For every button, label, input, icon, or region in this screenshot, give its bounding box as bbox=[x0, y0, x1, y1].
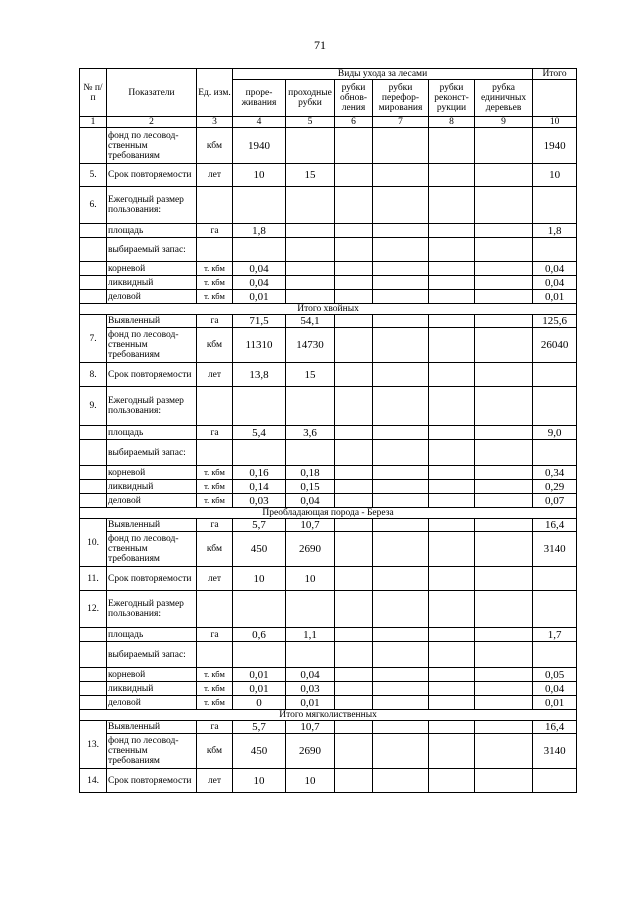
col-number: 6 bbox=[335, 117, 373, 128]
row-label: ликвидный bbox=[107, 276, 197, 290]
value-cell: 3,6 bbox=[286, 426, 335, 440]
value-cell: 0,04 bbox=[286, 668, 335, 682]
total-cell: 125,6 bbox=[533, 315, 577, 328]
table-row bbox=[80, 387, 577, 426]
value-cell bbox=[475, 290, 533, 304]
value-cell bbox=[429, 734, 475, 769]
total-cell: 0,04 bbox=[533, 262, 577, 276]
value-cell bbox=[429, 628, 475, 642]
table-row bbox=[80, 128, 577, 164]
row-unit: т. кбм bbox=[197, 494, 233, 508]
row-label: корневой bbox=[107, 668, 197, 682]
value-cell: 0,16 bbox=[233, 466, 286, 480]
col-number: 4 bbox=[233, 117, 286, 128]
value-cell bbox=[286, 276, 335, 290]
header-care-type: проре-живания bbox=[233, 80, 286, 117]
value-cell bbox=[335, 363, 373, 387]
value-cell bbox=[429, 480, 475, 494]
table-row bbox=[80, 532, 577, 567]
value-cell bbox=[335, 734, 373, 769]
total-cell: 0,34 bbox=[533, 466, 577, 480]
value-cell: 11310 bbox=[233, 328, 286, 363]
table-row bbox=[80, 591, 577, 628]
value-cell bbox=[373, 769, 429, 793]
row-label: Срок повторяемости bbox=[107, 164, 197, 187]
total-cell: 9,0 bbox=[533, 426, 577, 440]
table-row bbox=[80, 567, 577, 591]
col-number: 7 bbox=[373, 117, 429, 128]
row-label: Выявленный bbox=[107, 519, 197, 532]
row-label: фонд по лесоводственным требованиям bbox=[107, 328, 197, 363]
table-row bbox=[80, 668, 577, 682]
row-number: 6. bbox=[80, 187, 107, 224]
value-cell bbox=[373, 668, 429, 682]
row-unit: т. кбм bbox=[197, 262, 233, 276]
value-cell: 5,7 bbox=[233, 721, 286, 734]
value-cell bbox=[475, 519, 533, 532]
section-title: Итого мягколиственных bbox=[80, 710, 577, 721]
col-number: 5 bbox=[286, 117, 335, 128]
value-cell bbox=[429, 315, 475, 328]
value-cell bbox=[475, 682, 533, 696]
value-cell bbox=[429, 262, 475, 276]
row-label: Выявленный bbox=[107, 721, 197, 734]
table-row bbox=[80, 682, 577, 696]
value-cell bbox=[429, 567, 475, 591]
col-number: 8 bbox=[429, 117, 475, 128]
value-cell: 15 bbox=[286, 164, 335, 187]
row-unit: кбм bbox=[197, 532, 233, 567]
value-cell bbox=[475, 628, 533, 642]
value-cell bbox=[373, 734, 429, 769]
value-cell: 5,7 bbox=[233, 519, 286, 532]
header-care-types-group: Виды ухода за лесами bbox=[233, 69, 533, 80]
value-cell bbox=[373, 426, 429, 440]
value-cell bbox=[475, 328, 533, 363]
value-cell bbox=[475, 426, 533, 440]
value-cell bbox=[429, 668, 475, 682]
page-number: 71 bbox=[314, 38, 326, 52]
table-row bbox=[80, 238, 577, 262]
total-cell: 0,01 bbox=[533, 696, 577, 710]
section-row bbox=[80, 710, 577, 721]
table-row bbox=[80, 262, 577, 276]
value-cell: 0 bbox=[233, 696, 286, 710]
row-label: Срок повторяемости bbox=[107, 769, 197, 793]
row-label: деловой bbox=[107, 494, 197, 508]
table-row bbox=[80, 696, 577, 710]
value-cell: 71,5 bbox=[233, 315, 286, 328]
table-row bbox=[80, 164, 577, 187]
row-unit: га bbox=[197, 721, 233, 734]
total-cell: 26040 bbox=[533, 328, 577, 363]
value-cell bbox=[335, 466, 373, 480]
value-cell: 0,04 bbox=[233, 262, 286, 276]
row-unit: лет bbox=[197, 363, 233, 387]
total-cell: 16,4 bbox=[533, 519, 577, 532]
total-cell: 1940 bbox=[533, 128, 577, 164]
row-unit: т. кбм bbox=[197, 668, 233, 682]
row-unit: т. кбм bbox=[197, 290, 233, 304]
value-cell bbox=[335, 128, 373, 164]
value-cell bbox=[475, 276, 533, 290]
value-cell: 10 bbox=[286, 567, 335, 591]
value-cell bbox=[475, 734, 533, 769]
table-row bbox=[80, 494, 577, 508]
row-unit: кбм bbox=[197, 734, 233, 769]
value-cell: 0,01 bbox=[233, 290, 286, 304]
value-cell bbox=[475, 128, 533, 164]
col-number: 2 bbox=[107, 117, 197, 128]
total-cell bbox=[533, 567, 577, 591]
value-cell bbox=[335, 682, 373, 696]
row-number: 8. bbox=[80, 363, 107, 387]
column-number-row bbox=[80, 117, 577, 128]
value-cell: 10 bbox=[233, 769, 286, 793]
col-number: 9 bbox=[475, 117, 533, 128]
value-cell bbox=[429, 164, 475, 187]
value-cell: 1,1 bbox=[286, 628, 335, 642]
header-unit: Ед. изм. bbox=[197, 69, 233, 117]
value-cell bbox=[429, 721, 475, 734]
table-row bbox=[80, 276, 577, 290]
total-cell: 0,05 bbox=[533, 668, 577, 682]
value-cell bbox=[429, 769, 475, 793]
row-unit: га bbox=[197, 315, 233, 328]
value-cell bbox=[335, 721, 373, 734]
row-label: корневой bbox=[107, 466, 197, 480]
value-cell bbox=[373, 494, 429, 508]
row-label: выбираемый запас: bbox=[107, 238, 197, 262]
value-cell bbox=[475, 769, 533, 793]
value-cell bbox=[286, 290, 335, 304]
value-cell bbox=[373, 290, 429, 304]
value-cell bbox=[475, 315, 533, 328]
header-row-1 bbox=[80, 69, 577, 80]
value-cell bbox=[335, 769, 373, 793]
table-row bbox=[80, 224, 577, 238]
row-unit: т. кбм bbox=[197, 682, 233, 696]
value-cell bbox=[335, 290, 373, 304]
table-row bbox=[80, 315, 577, 328]
row-unit: т. кбм bbox=[197, 696, 233, 710]
value-cell: 0,01 bbox=[286, 696, 335, 710]
value-cell bbox=[335, 262, 373, 276]
table-row bbox=[80, 466, 577, 480]
value-cell: 0,03 bbox=[286, 682, 335, 696]
row-unit: кбм bbox=[197, 328, 233, 363]
table-row bbox=[80, 187, 577, 224]
value-cell bbox=[475, 466, 533, 480]
section-title: Итого хвойных bbox=[80, 304, 577, 315]
value-cell bbox=[429, 363, 475, 387]
table-row bbox=[80, 440, 577, 466]
value-cell bbox=[335, 164, 373, 187]
value-cell: 0,18 bbox=[286, 466, 335, 480]
row-label: площадь bbox=[107, 426, 197, 440]
value-cell: 10,7 bbox=[286, 721, 335, 734]
value-cell bbox=[335, 315, 373, 328]
value-cell bbox=[335, 696, 373, 710]
col-number: 3 bbox=[197, 117, 233, 128]
table-row bbox=[80, 769, 577, 793]
value-cell bbox=[335, 494, 373, 508]
value-cell bbox=[373, 128, 429, 164]
row-label: площадь bbox=[107, 628, 197, 642]
table-row bbox=[80, 290, 577, 304]
value-cell bbox=[286, 128, 335, 164]
value-cell: 10 bbox=[233, 164, 286, 187]
total-cell: 1,8 bbox=[533, 224, 577, 238]
total-cell: 0,04 bbox=[533, 682, 577, 696]
value-cell: 15 bbox=[286, 363, 335, 387]
total-cell: 0,29 bbox=[533, 480, 577, 494]
value-cell: 0,04 bbox=[233, 276, 286, 290]
value-cell bbox=[373, 276, 429, 290]
table-row bbox=[80, 628, 577, 642]
value-cell bbox=[373, 532, 429, 567]
row-label: корневой bbox=[107, 262, 197, 276]
value-cell bbox=[373, 328, 429, 363]
value-cell bbox=[335, 567, 373, 591]
value-cell bbox=[475, 262, 533, 276]
value-cell bbox=[475, 721, 533, 734]
total-cell: 0,04 bbox=[533, 276, 577, 290]
row-number: 9. bbox=[80, 387, 107, 426]
header-total-empty bbox=[533, 80, 577, 117]
value-cell bbox=[373, 262, 429, 276]
row-label: выбираемый запас: bbox=[107, 440, 197, 466]
row-label: деловой bbox=[107, 290, 197, 304]
row-label: Выявленный bbox=[107, 315, 197, 328]
value-cell bbox=[475, 668, 533, 682]
row-label: площадь bbox=[107, 224, 197, 238]
header-care-type: проходные рубки bbox=[286, 80, 335, 117]
row-unit: га bbox=[197, 519, 233, 532]
value-cell bbox=[335, 628, 373, 642]
table-row bbox=[80, 480, 577, 494]
table-row bbox=[80, 328, 577, 363]
header-indicator: Показатели bbox=[107, 69, 197, 117]
row-label: ликвидный bbox=[107, 480, 197, 494]
value-cell bbox=[475, 532, 533, 567]
value-cell bbox=[429, 276, 475, 290]
table-row bbox=[80, 642, 577, 668]
value-cell bbox=[373, 363, 429, 387]
row-label: деловой bbox=[107, 696, 197, 710]
value-cell bbox=[335, 426, 373, 440]
header-care-type: рубки реконст-рукции bbox=[429, 80, 475, 117]
section-row bbox=[80, 508, 577, 519]
value-cell: 450 bbox=[233, 734, 286, 769]
value-cell: 10,7 bbox=[286, 519, 335, 532]
value-cell: 2690 bbox=[286, 532, 335, 567]
row-label: Ежегодный размер пользования: bbox=[107, 387, 197, 426]
value-cell: 13,8 bbox=[233, 363, 286, 387]
value-cell: 10 bbox=[233, 567, 286, 591]
total-cell: 0,07 bbox=[533, 494, 577, 508]
value-cell bbox=[335, 519, 373, 532]
value-cell: 0,6 bbox=[233, 628, 286, 642]
value-cell: 2690 bbox=[286, 734, 335, 769]
row-number: 13. bbox=[80, 721, 107, 769]
value-cell: 1940 bbox=[233, 128, 286, 164]
value-cell: 14730 bbox=[286, 328, 335, 363]
value-cell: 54,1 bbox=[286, 315, 335, 328]
value-cell bbox=[373, 164, 429, 187]
row-unit: т. кбм bbox=[197, 466, 233, 480]
value-cell bbox=[373, 567, 429, 591]
value-cell bbox=[429, 532, 475, 567]
section-row bbox=[80, 304, 577, 315]
value-cell bbox=[475, 494, 533, 508]
value-cell bbox=[373, 628, 429, 642]
value-cell bbox=[373, 519, 429, 532]
row-unit: лет bbox=[197, 567, 233, 591]
header-care-type: рубки перефор-мирования bbox=[373, 80, 429, 117]
col-number: 1 bbox=[80, 117, 107, 128]
row-number: 14. bbox=[80, 769, 107, 793]
row-label: Ежегодный размер пользования: bbox=[107, 591, 197, 628]
forest-care-table bbox=[79, 68, 577, 793]
value-cell bbox=[429, 696, 475, 710]
row-unit: т. кбм bbox=[197, 276, 233, 290]
table-row bbox=[80, 734, 577, 769]
row-unit: га bbox=[197, 426, 233, 440]
value-cell: 1,8 bbox=[233, 224, 286, 238]
total-cell: 10 bbox=[533, 164, 577, 187]
value-cell bbox=[335, 532, 373, 567]
row-label: выбираемый запас: bbox=[107, 642, 197, 668]
value-cell: 0,01 bbox=[233, 682, 286, 696]
row-unit: га bbox=[197, 628, 233, 642]
value-cell: 0,01 bbox=[233, 668, 286, 682]
value-cell bbox=[373, 721, 429, 734]
row-label: Срок повторяемости bbox=[107, 567, 197, 591]
row-label: фонд по лесоводственным требованиям bbox=[107, 734, 197, 769]
header-care-type: рубка единичных деревьев bbox=[475, 80, 533, 117]
value-cell bbox=[429, 682, 475, 696]
header-total: Итого bbox=[533, 69, 577, 80]
value-cell bbox=[475, 224, 533, 238]
value-cell bbox=[335, 276, 373, 290]
row-number bbox=[80, 128, 107, 164]
total-cell bbox=[533, 363, 577, 387]
row-label: Ежегодный размер пользования: bbox=[107, 187, 197, 224]
total-cell: 3140 bbox=[533, 734, 577, 769]
value-cell bbox=[373, 696, 429, 710]
row-unit: кбм bbox=[197, 128, 233, 164]
row-label: ликвидный bbox=[107, 682, 197, 696]
value-cell bbox=[335, 668, 373, 682]
total-cell bbox=[533, 769, 577, 793]
value-cell: 0,15 bbox=[286, 480, 335, 494]
row-label: Срок повторяемости bbox=[107, 363, 197, 387]
row-label: фонд по лесоводственным требованиям bbox=[107, 128, 197, 164]
total-cell: 3140 bbox=[533, 532, 577, 567]
total-cell: 1,7 bbox=[533, 628, 577, 642]
header-care-type: рубки обнов-ления bbox=[335, 80, 373, 117]
value-cell bbox=[429, 466, 475, 480]
row-number: 7. bbox=[80, 315, 107, 363]
value-cell bbox=[429, 494, 475, 508]
total-cell: 16,4 bbox=[533, 721, 577, 734]
value-cell: 10 bbox=[286, 769, 335, 793]
value-cell bbox=[373, 466, 429, 480]
value-cell bbox=[429, 328, 475, 363]
value-cell bbox=[475, 164, 533, 187]
value-cell: 0,14 bbox=[233, 480, 286, 494]
value-cell bbox=[475, 363, 533, 387]
section-title: Преобладающая порода - Береза bbox=[80, 508, 577, 519]
row-unit: га bbox=[197, 224, 233, 238]
row-number: 12. bbox=[80, 591, 107, 628]
value-cell bbox=[373, 480, 429, 494]
value-cell bbox=[429, 290, 475, 304]
value-cell bbox=[335, 480, 373, 494]
row-unit: лет bbox=[197, 164, 233, 187]
value-cell: 450 bbox=[233, 532, 286, 567]
table-row bbox=[80, 426, 577, 440]
value-cell bbox=[475, 696, 533, 710]
row-label: фонд по лесоводственным требованиям bbox=[107, 532, 197, 567]
table-row bbox=[80, 519, 577, 532]
header-no: № п/п bbox=[80, 69, 107, 117]
value-cell bbox=[286, 224, 335, 238]
value-cell bbox=[373, 682, 429, 696]
total-cell: 0,01 bbox=[533, 290, 577, 304]
value-cell: 0,03 bbox=[233, 494, 286, 508]
value-cell bbox=[335, 224, 373, 238]
value-cell bbox=[429, 426, 475, 440]
value-cell bbox=[475, 480, 533, 494]
table-row bbox=[80, 363, 577, 387]
value-cell bbox=[286, 262, 335, 276]
value-cell bbox=[373, 224, 429, 238]
value-cell: 0,04 bbox=[286, 494, 335, 508]
row-unit: т. кбм bbox=[197, 480, 233, 494]
row-number: 5. bbox=[80, 164, 107, 187]
value-cell bbox=[373, 315, 429, 328]
value-cell bbox=[475, 567, 533, 591]
table-row bbox=[80, 721, 577, 734]
row-number: 10. bbox=[80, 519, 107, 567]
row-unit: лет bbox=[197, 769, 233, 793]
value-cell: 5,4 bbox=[233, 426, 286, 440]
value-cell bbox=[429, 519, 475, 532]
col-number: 10 bbox=[533, 117, 577, 128]
value-cell bbox=[335, 328, 373, 363]
value-cell bbox=[429, 128, 475, 164]
row-number: 11. bbox=[80, 567, 107, 591]
value-cell bbox=[429, 224, 475, 238]
